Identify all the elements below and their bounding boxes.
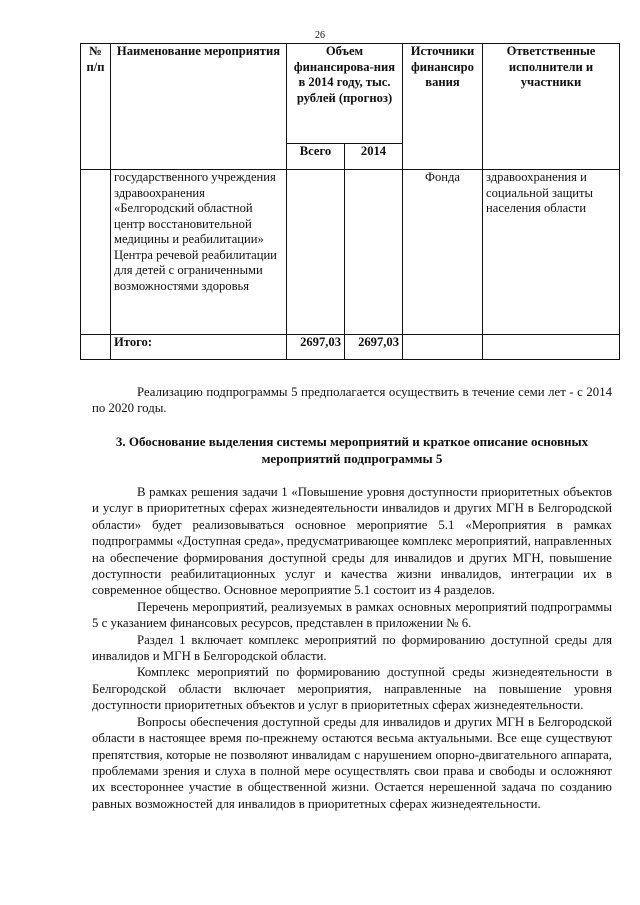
header-name: Наименование мероприятия	[111, 44, 287, 170]
table-row	[81, 170, 620, 335]
row-year	[345, 170, 403, 335]
intro-paragraph: Реализацию подпрограммы 5 предполагается осуществить в течение семи лет - с 2014 по 2020 годы.	[92, 385, 612, 416]
total-label: Итого:	[111, 335, 287, 360]
total-year-value: 2697,03	[345, 335, 403, 360]
body-text	[92, 484, 612, 812]
intro-text	[92, 384, 612, 417]
row-source: Фонда	[403, 170, 483, 335]
header-responsible: Ответственные исполнители и участники	[483, 44, 620, 170]
events-table	[80, 43, 620, 360]
header-year: 2014	[345, 144, 403, 170]
paragraph: Вопросы обеспечения доступной среды для инвалидов и других МГН в Белгородской области в настоящее время по-прежнему остаются весьма актуальными. Все еще существуют препятствия, которые не позволяют инвалидам с нарушением опорно-двигательного аппарата, проблемами зрения и слуха в полной мере осуществлять свои права и свободы и осложняют их всестороннее участие в общественной жизни. Остается нерешенной задача по созданию равных возможностей для инвалидов в приоритетных сферах жизнедеятельности.	[92, 714, 612, 811]
paragraph: В рамках решения задачи 1 «Повышение уровня доступности приоритетных объектов и услуг в приоритетных сферах жизнедеятельности инвалидов и других МГН в Белгородской области» будет реализовываться основное мероприятие 5.1 «Мероприятия в рамках подпрограммы «Доступная среда», предусматривающее комплекс мероприятий, направленных на обеспечение формирования доступной среды для инвалидов и других МГН, повышение доступности реабилитационных услуг и качества жизни инвалидов, интеграции их в современное общество. Основное мероприятие 5.1 состоит из 4 разделов.	[92, 485, 612, 598]
paragraph: Перечень мероприятий, реализуемых в рамках основных мероприятий подпрограммы 5 с указанием финансовых ресурсов, представлен в приложении № 6.	[92, 599, 612, 631]
page-number: 26	[315, 30, 325, 41]
header-volume: Объем финансирова-ния в 2014 году, тыс. рублей (прогноз)	[287, 44, 403, 144]
header-sources: Источники финансиро вания	[403, 44, 483, 170]
header-total: Всего	[287, 144, 345, 170]
row-responsible: здравоохранения и социальной защиты населения области	[483, 170, 620, 335]
row-num	[81, 170, 111, 335]
paragraph: Комплекс мероприятий по формированию доступной среды жизнедеятельности в Белгородской области включает мероприятия, направленные на повышение уровня доступности приоритетных объектов и услуг в приоритетных сферах жизнедеятельности.	[92, 665, 612, 713]
total-value: 2697,03	[287, 335, 345, 360]
section-heading: 3. Обоснование выделения системы мероприятий и краткое описание основных мероприятий подпрограммы 5	[115, 434, 589, 466]
header-num: № п/п	[81, 44, 111, 170]
row-total	[287, 170, 345, 335]
row-name: государственного учреждения здравоохранения «Белгородский областной центр восстановительной медицины и реабилитации» Центра речевой реабилитации для детей с ограниченными возможностями здоровья	[111, 170, 287, 335]
total-row	[81, 335, 620, 360]
paragraph: Раздел 1 включает комплекс мероприятий по формированию доступной среды для инвалидов и МГН в Белгородской области.	[92, 632, 612, 664]
